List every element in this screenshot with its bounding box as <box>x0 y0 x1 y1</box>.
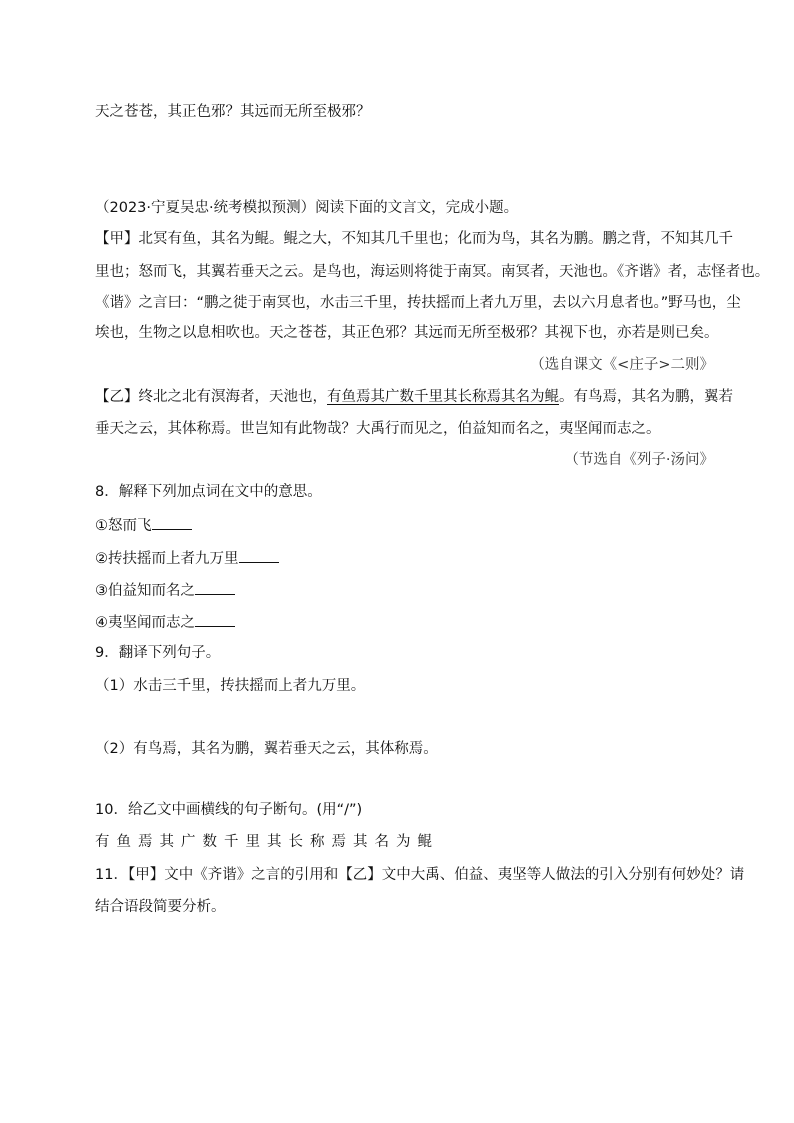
q11-line-1: 11．【甲】文中《齐谐》之言的引用和【乙】文中大禹、伯益、夷坚等人做法的引入分别有何妙处？请 <box>95 867 745 883</box>
q9-item-2: （2）有鸟焉，其名为鹏，翼若垂天之云，其体称焉。 <box>95 741 438 757</box>
answer-blank[interactable] <box>195 580 235 595</box>
yi-line-1-prefix: 【乙】终北之北有溟海者，天池也， <box>95 389 327 405</box>
yi-underlined-sentence: 有鱼焉其广数千里其长称焉其名为鲲 <box>327 389 559 405</box>
q10-sentence: 有鱼焉其广数千里其长称焉其名为鲲 <box>95 834 439 850</box>
yi-source: （节选自《列子·汤问》 <box>564 452 714 468</box>
q8-item-2 <box>95 548 279 569</box>
q8-item-3 <box>95 580 235 601</box>
yi-line-1 <box>95 387 733 407</box>
q8-item-4-text: ④夷坚闻而志之 <box>95 615 195 631</box>
q8-item-2-text: ②抟扶摇而上者九万里 <box>95 551 239 567</box>
jia-line-4: 埃也，生物之以息相吹也。天之苍苍，其正色邪？其远而无所至极邪？其视下也，亦若是则已矣。 <box>95 325 719 341</box>
q8-prompt: 8．解释下列加点词在文中的意思。 <box>95 484 322 500</box>
answer-blank[interactable] <box>239 548 279 563</box>
jia-line-1: 【甲】北冥有鱼，其名为鲲。鲲之大，不知其几千里也；化而为鸟，其名为鹏。鹏之背，不知其几千 <box>95 231 733 247</box>
answer-blank[interactable] <box>152 515 192 530</box>
top-line: 天之苍苍，其正色邪？其远而无所至极邪？ <box>95 104 371 120</box>
yi-line-1-suffix: 。有鸟焉，其名为鹏，翼若 <box>559 389 733 405</box>
answer-blank[interactable] <box>195 612 235 627</box>
yi-line-2: 垂天之云，其体称焉。世岂知有此物哉？大禹行而见之，伯益知而名之，夷坚闻而志之。 <box>95 421 661 437</box>
q8-item-4 <box>95 612 235 633</box>
jia-source: （选自课文《<庄子>二则》 <box>530 357 714 373</box>
jia-line-3: 《谐》之言曰：“鹏之徙于南冥也，水击三千里，抟扶摇而上者九万里，去以六月息者也。”野马也，尘 <box>95 295 741 311</box>
q11-line-2: 结合语段简要分析。 <box>95 899 226 915</box>
q8-item-1 <box>95 515 192 536</box>
passage-intro: （2023·宁夏吴忠·统考模拟预测）阅读下面的文言文，完成小题。 <box>95 200 519 216</box>
q9-prompt: 9．翻译下列句子。 <box>95 645 221 661</box>
q10-prompt: 10．给乙文中画横线的句子断句。(用“/”) <box>95 802 363 818</box>
q9-item-1: （1）水击三千里，抟扶摇而上者九万里。 <box>95 678 366 694</box>
q8-item-1-text: ①怒而飞 <box>95 518 152 534</box>
q8-item-3-text: ③伯益知而名之 <box>95 583 195 599</box>
jia-line-2: 里也；怒而飞，其翼若垂天之云。是鸟也，海运则将徙于南冥。南冥者，天池也。《齐谐》者，志怪者也。 <box>95 264 770 280</box>
